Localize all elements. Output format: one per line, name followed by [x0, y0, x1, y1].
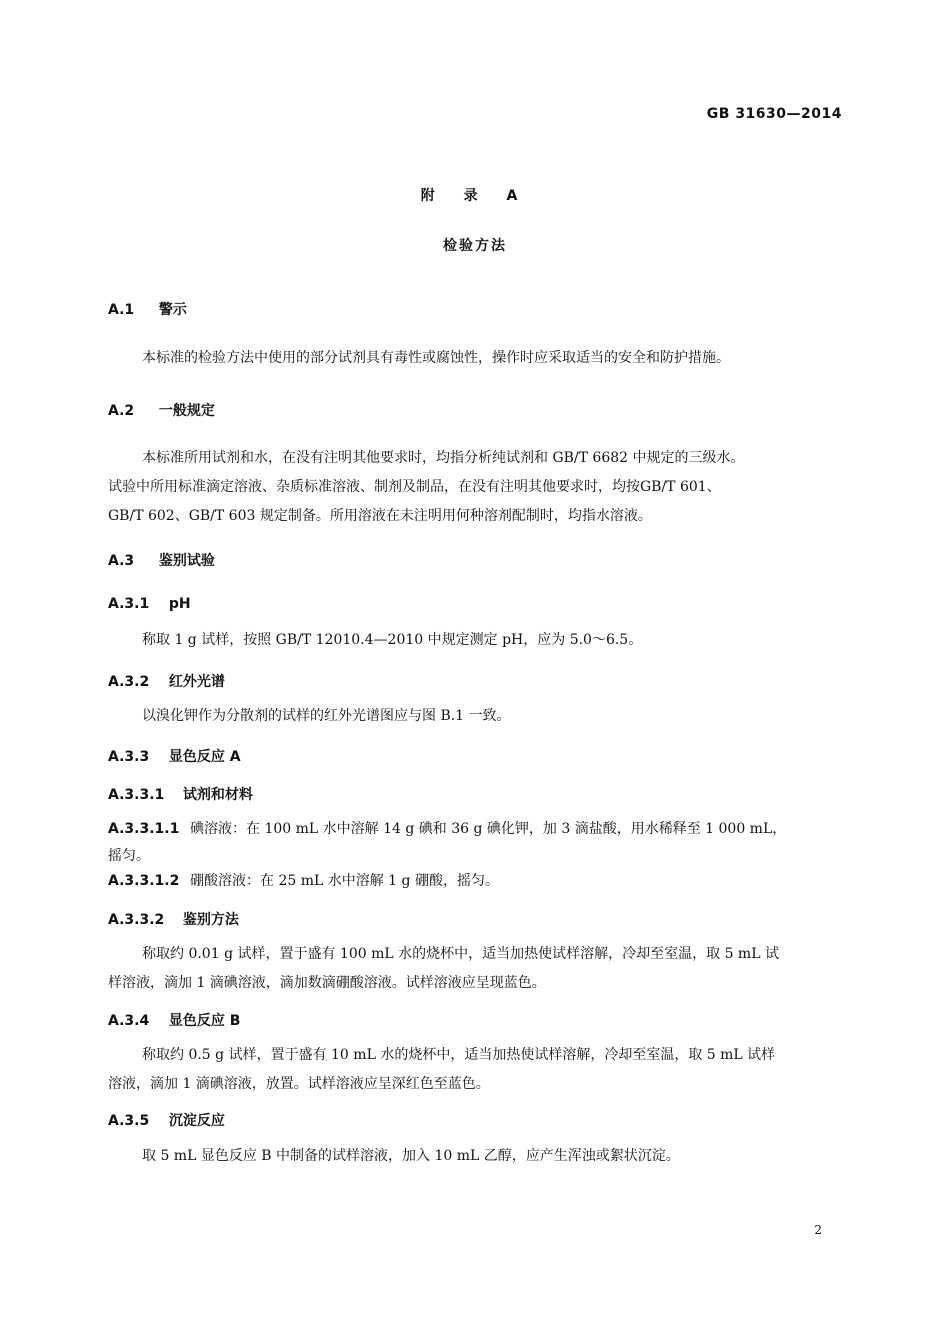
paragraph-line: 本标准所用试剂和水，在没有注明其他要求时，均指分析纯试剂和 GB/T 6682 中规定的三级水。 — [142, 450, 745, 466]
heading-title: pH — [168, 596, 191, 612]
appendix-title: 检验方法 — [443, 238, 507, 254]
paragraph-line: 称取约 0.5 g 试样，置于盛有 10 mL 水的烧杯中，适当加热使试样溶解，冷却至室温，取 5 mL 试样 — [142, 1047, 776, 1063]
heading-number: A.3.1 — [108, 596, 150, 612]
heading-title: 试剂和材料 — [182, 787, 253, 803]
heading-number: A.3.4 — [108, 1013, 150, 1029]
heading-title: 警示 — [158, 302, 187, 318]
heading-title: 沉淀反应 — [168, 1113, 225, 1129]
item-a3-3-1-2 — [108, 868, 842, 895]
heading-a3-3-1 — [108, 784, 253, 804]
heading-number: A.3.3 — [108, 749, 150, 765]
paragraph-a3-3-2 — [108, 940, 842, 998]
heading-a3 — [108, 550, 215, 570]
item-text-continued: 摇匀。 — [108, 848, 150, 864]
paragraph-line: 溶液，滴加 1 滴碘溶液，放置。试样溶液应呈深红色至蓝色。 — [108, 1076, 490, 1092]
heading-title: 鉴别方法 — [182, 912, 239, 928]
paragraph-a2 — [108, 444, 842, 531]
item-a3-3-1-1 — [108, 816, 842, 870]
heading-number: A.1 — [108, 302, 135, 318]
heading-a3-5 — [108, 1110, 225, 1130]
paragraph-a1 — [108, 344, 842, 373]
paragraph-line: 本标准的检验方法中使用的部分试剂具有毒性或腐蚀性，操作时应采取适当的安全和防护措施。 — [142, 350, 730, 366]
paragraph-a3-2 — [108, 702, 842, 731]
item-text: 硼酸溶液：在 25 mL 水中溶解 1 g 硼酸，摇匀。 — [190, 873, 499, 889]
heading-a2 — [108, 400, 215, 420]
heading-number: A.2 — [108, 403, 135, 419]
item-number: A.3.3.1.2 — [108, 873, 180, 889]
heading-a3-4 — [108, 1010, 240, 1030]
appendix-label: 附 录 A — [420, 188, 530, 204]
page-number: 2 — [814, 1223, 822, 1237]
paragraph-a3-5 — [108, 1142, 842, 1171]
heading-number: A.3.5 — [108, 1113, 150, 1129]
item-text: 碘溶液：在 100 mL 水中溶解 14 g 碘和 36 g 碘化钾，加 3 滴盐酸，用水稀释至 1 000 mL， — [190, 821, 787, 837]
paragraph-line: 称取 1 g 试样，按照 GB/T 12010.4—2010 中规定测定 pH，应为 5.0～6.5。 — [142, 632, 643, 648]
item-number: A.3.3.1.1 — [108, 821, 180, 837]
heading-title: 显色反应 A — [168, 749, 241, 765]
heading-a3-3-2 — [108, 909, 239, 929]
heading-number: A.3.3.2 — [108, 912, 165, 928]
paragraph-line: 试验中所用标准滴定溶液、杂质标准溶液、制剂及制品，在没有注明其他要求时，均按GB/T 601、 — [108, 479, 721, 495]
paragraph-a3-1 — [108, 626, 842, 655]
heading-title: 红外光谱 — [168, 674, 225, 690]
paragraph-line: 取 5 mL 显色反应 B 中制备的试样溶液，加入 10 mL 乙醇，应产生浑浊或絮状沉淀。 — [142, 1148, 680, 1164]
heading-a3-1 — [108, 596, 191, 612]
heading-a1 — [108, 299, 187, 319]
standard-code: GB 31630—2014 — [706, 106, 842, 122]
heading-a3-2 — [108, 671, 225, 691]
heading-title: 鉴别试验 — [158, 553, 215, 569]
heading-number: A.3.3.1 — [108, 787, 165, 803]
heading-title: 显色反应 B — [168, 1013, 241, 1029]
heading-a3-3 — [108, 746, 241, 766]
paragraph-line: GB/T 602、GB/T 603 规定制备。所用溶液在未注明用何种溶剂配制时，均指水溶液。 — [108, 508, 652, 524]
heading-title: 一般规定 — [158, 403, 215, 419]
heading-number: A.3.2 — [108, 674, 150, 690]
heading-number: A.3 — [108, 553, 135, 569]
paragraph-line: 样溶液，滴加 1 滴碘溶液，滴加数滴硼酸溶液。试样溶液应呈现蓝色。 — [108, 975, 546, 991]
paragraph-a3-4 — [108, 1041, 842, 1099]
paragraph-line: 以溴化钾作为分散剂的试样的红外光谱图应与图 B.1 一致。 — [142, 708, 511, 724]
paragraph-line: 称取约 0.01 g 试样，置于盛有 100 mL 水的烧杯中，适当加热使试样溶解，冷却至室温，取 5 mL 试 — [142, 946, 779, 962]
